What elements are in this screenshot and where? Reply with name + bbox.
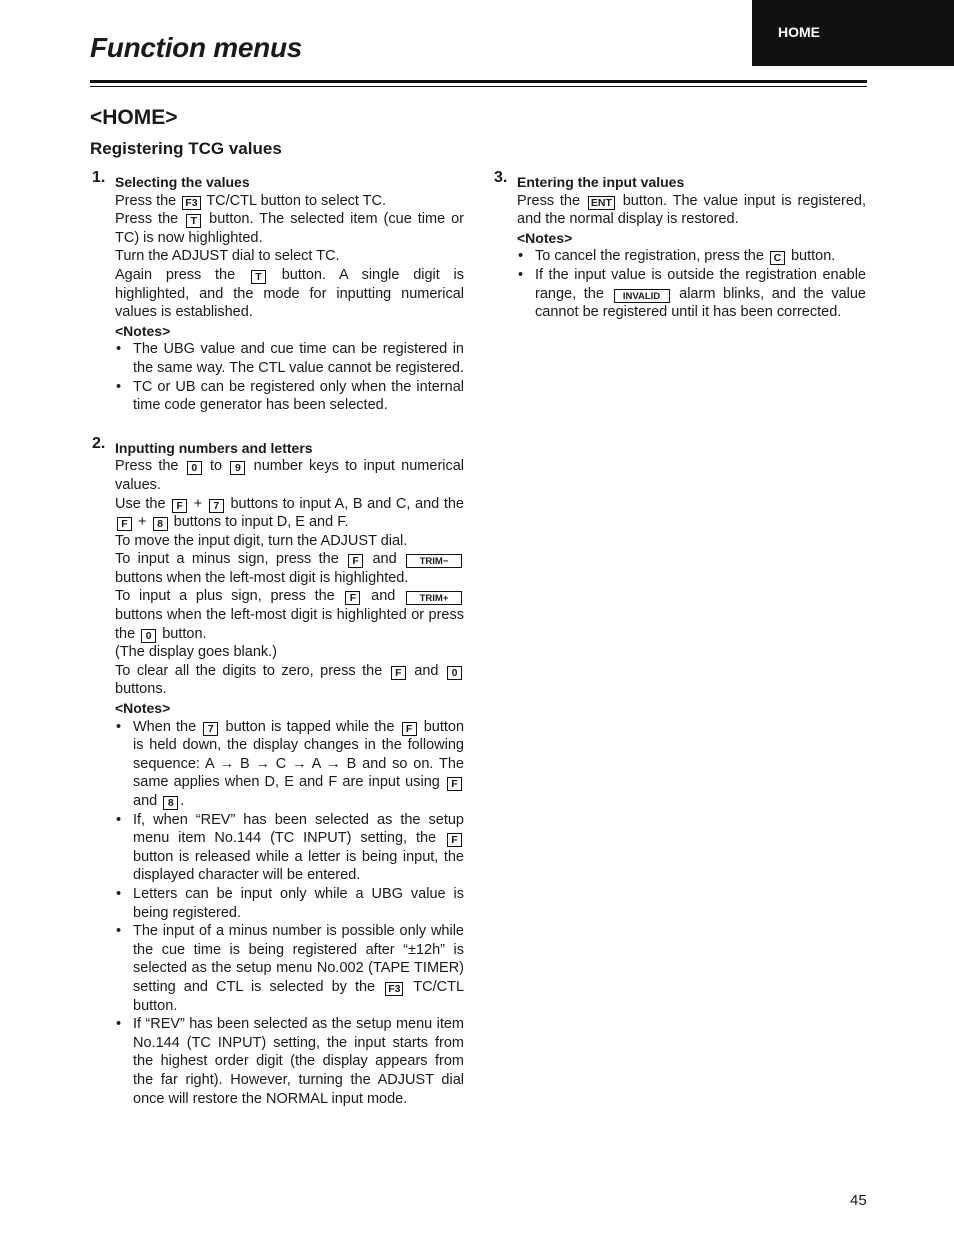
text: buttons to input A, B and C, and the — [230, 495, 464, 512]
zero-key: 0 — [447, 666, 462, 680]
page-number: 45 — [850, 1192, 867, 1209]
text: TC/CTL button to select TC. — [206, 192, 387, 209]
home-tab — [752, 0, 954, 66]
f-key: F — [391, 666, 406, 680]
step-text — [115, 457, 464, 494]
notes-list — [115, 340, 464, 414]
text: + — [193, 495, 203, 512]
text: If, when “REV” has been selected as the setup menu item No.144 (TC INPUT) setting, the — [133, 811, 464, 847]
f-key: F — [447, 833, 462, 847]
step-text — [115, 266, 464, 322]
text: alarm blinks, and the value cannot be registered until it has been corrected. — [535, 285, 866, 321]
text: To input a plus sign, press the — [115, 588, 335, 605]
text: If the input value is outside the registration enable range, the — [535, 266, 866, 302]
text: Use the — [115, 495, 166, 512]
text: buttons. — [115, 681, 167, 698]
f-key: F — [172, 499, 187, 513]
notes-heading: <Notes> — [115, 700, 171, 717]
step-text — [115, 550, 464, 587]
f-key: F — [447, 777, 462, 791]
step-text: To move the input digit, turn the ADJUST dial. — [115, 532, 408, 549]
trim-minus-key: TRIM− — [406, 554, 462, 568]
text: Press the — [115, 192, 177, 209]
step-text: (The display goes blank.) — [115, 644, 277, 661]
zero-key: 0 — [187, 461, 202, 475]
text: The input of a minus number is possible only while the cue time is being registered after “±12h” is selected as the setup menu No.002 (TAPE TIMER) setting and CTL is selected by the — [133, 923, 464, 995]
step-text — [115, 587, 464, 643]
note-item: • If “REV” has been selected as the setup menu item No.144 (TC INPUT) setting, the input starts from the highest order digit (the display appears from the far right). However, turning the ADJUST dial once will restore the NORMAL input mode. — [115, 1015, 464, 1108]
step-text — [115, 192, 464, 211]
nine-key: 9 — [230, 461, 245, 475]
step-text — [517, 192, 866, 229]
c-key: C — [770, 251, 785, 265]
step-title: Inputting numbers and letters — [115, 439, 313, 456]
notes-heading: <Notes> — [115, 322, 171, 339]
step-text — [115, 495, 464, 532]
step-text — [115, 662, 464, 699]
invalid-indicator: INVALID — [614, 289, 670, 303]
f-key: F — [117, 517, 132, 531]
text: button is released while a letter is being input, the displayed character will be entered. — [133, 848, 464, 884]
subsection-heading: Registering TCG values — [90, 139, 282, 158]
f-key: F — [348, 554, 363, 568]
t-key: T — [251, 270, 266, 284]
t-key: T — [186, 214, 201, 228]
notes-list — [517, 247, 866, 321]
step-number: 3. — [494, 169, 508, 186]
trim-plus-key: TRIM+ — [406, 591, 462, 605]
notes-heading: <Notes> — [517, 229, 573, 246]
seven-key: 7 — [203, 722, 218, 736]
note-item — [115, 718, 464, 811]
step-text — [115, 210, 464, 247]
left-column — [90, 169, 465, 1108]
text: TC/CTL button. — [133, 978, 465, 1014]
note-item — [517, 247, 866, 266]
text: Press the — [517, 192, 581, 209]
step-number: 1. — [92, 169, 106, 186]
f3-key: F3 — [385, 982, 403, 996]
text: button. The selected item (cue time or TC) is now highlighted. — [115, 211, 464, 246]
notes-list — [115, 718, 464, 1108]
f-key: F — [345, 591, 360, 605]
text: To input a minus sign, press the — [115, 551, 339, 568]
note-item — [115, 922, 464, 1015]
step-text: Turn the ADJUST dial to select TC. — [115, 248, 340, 265]
zero-key: 0 — [141, 629, 156, 643]
f-key: F — [402, 722, 417, 736]
text: button. A single digit is highlighted, and the mode for inputting numerical values is established. — [115, 266, 465, 321]
text: . — [180, 793, 185, 809]
text: button is held down, the display changes in the following sequence: A → B → C → A → B and so on. The same applies when D, E and F are input using — [133, 718, 465, 791]
note-item: • Letters can be input only while a UBG value is being registered. — [115, 885, 464, 922]
eight-key: 8 — [153, 517, 168, 531]
eight-key: 8 — [163, 796, 178, 810]
step-title: Entering the input values — [517, 174, 685, 190]
step-title: Selecting the values — [115, 174, 250, 190]
note-item — [517, 266, 866, 322]
section-heading: <HOME> — [90, 106, 178, 129]
tab-label: HOME — [778, 24, 820, 40]
text: button is tapped while the — [225, 718, 395, 735]
text: Again press the — [115, 266, 236, 283]
text: and — [372, 551, 397, 568]
text: button. — [790, 248, 836, 265]
text: and — [371, 588, 396, 605]
note-item — [115, 811, 464, 885]
note-item: • TC or UB can be registered only when the internal time code generator has been selected. — [115, 378, 464, 415]
note-item: • The UBG value and cue time can be registered in the same way. The CTL value cannot be registered. — [115, 340, 464, 377]
text: and — [414, 662, 439, 679]
text: When the — [133, 718, 197, 735]
text: button. The value input is registered, and the normal display is restored. — [517, 192, 867, 228]
text: to — [210, 458, 223, 475]
text: To clear all the digits to zero, press the — [115, 662, 383, 679]
step-number: 2. — [92, 434, 106, 452]
step-1 — [90, 169, 465, 415]
text: To cancel the registration, press the — [535, 248, 764, 265]
text: buttons when the left-most digit is highlighted. — [115, 569, 409, 586]
text: Press the — [115, 211, 179, 228]
seven-key: 7 — [209, 499, 224, 513]
title-rule — [90, 80, 867, 87]
text: buttons to input D, E and F. — [173, 514, 349, 531]
step-3 — [492, 169, 867, 322]
right-column — [492, 169, 867, 322]
text: Press the — [115, 458, 179, 475]
text: and — [133, 793, 158, 809]
text: buttons when the left-most digit is highlighted or press the — [115, 607, 464, 642]
text: button. — [162, 625, 207, 642]
text: number keys to input numerical values. — [115, 458, 465, 493]
step-2 — [90, 434, 465, 1108]
text: + — [138, 514, 147, 531]
f3-key: F3 — [182, 196, 200, 210]
page-title: Function menus — [90, 32, 303, 63]
ent-key: ENT — [588, 196, 615, 210]
